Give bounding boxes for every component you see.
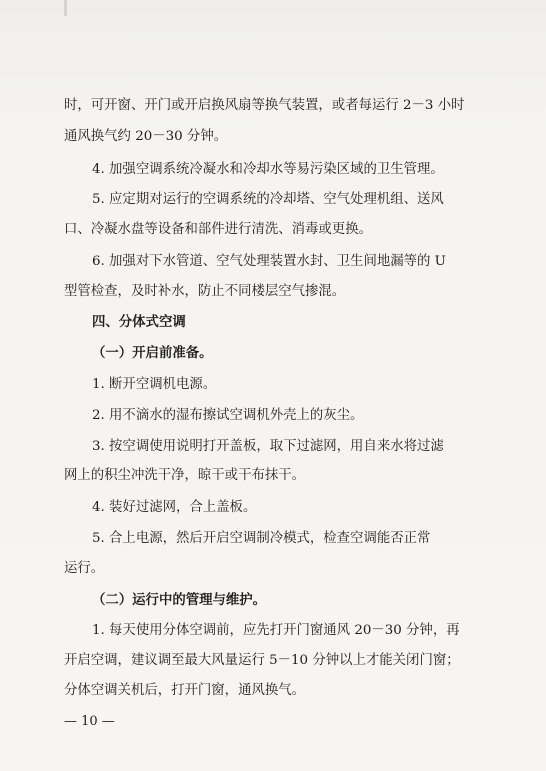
line-text: 通风换气约 20－30 分钟。: [64, 129, 228, 144]
line-text: 5. 合上电源，然后开启空调制冷模式，检查空调能否正常: [92, 531, 431, 546]
line-text: 开启空调，建议调至最大风量运行 5－10 分钟以上才能关闭门窗；: [64, 653, 460, 668]
line-text: 型管检查，及时补水，防止不同楼层空气掺混。: [64, 284, 346, 299]
line-text: 4. 装好过滤网，合上盖板。: [92, 500, 257, 515]
line-text: 3. 按空调使用说明打开盖板，取下过滤网，用自来水将过滤: [92, 439, 444, 454]
line-text: 4. 加强空调系统冷凝水和冷却水等易污染区域的卫生管理。: [92, 162, 444, 177]
line-text: 1. 每天使用分体空调前，应先打开门窗通风 20－30 分钟，再: [92, 623, 460, 638]
subsection-heading-text: （一）开启前准备。: [92, 346, 213, 361]
line-text: 2. 用不滴水的湿布擦试空调机外壳上的灰尘。: [92, 408, 364, 423]
line-text: 5. 应定期对运行的空调系统的冷却塔、空气处理机组、送风: [92, 192, 444, 207]
subsection-heading-text: （二）运行中的管理与维护。: [92, 593, 267, 608]
line-text: 时，可开窗、开门或开启换风扇等换气装置，或者每运行 2－3 小时: [64, 98, 465, 113]
line-text: 口、冷凝水盘等设备和部件进行清洗、消毒或更换。: [64, 222, 372, 237]
line-text: 运行。: [64, 561, 105, 576]
section-heading-text: 四、分体式空调: [92, 315, 186, 330]
line-text: 分体空调关机后，打开门窗，通风换气。: [64, 683, 306, 698]
page-number: — 10 —: [64, 714, 115, 729]
line-text: 6. 加强对下水管道、空气处理装置水封、卫生间地漏等的 U: [92, 254, 446, 269]
line-text: 网上的积尘冲洗干净，晾干或干布抹干。: [64, 468, 306, 483]
scan-edge-mark: [64, 0, 67, 16]
line-text: 1. 断开空调机电源。: [92, 377, 217, 392]
